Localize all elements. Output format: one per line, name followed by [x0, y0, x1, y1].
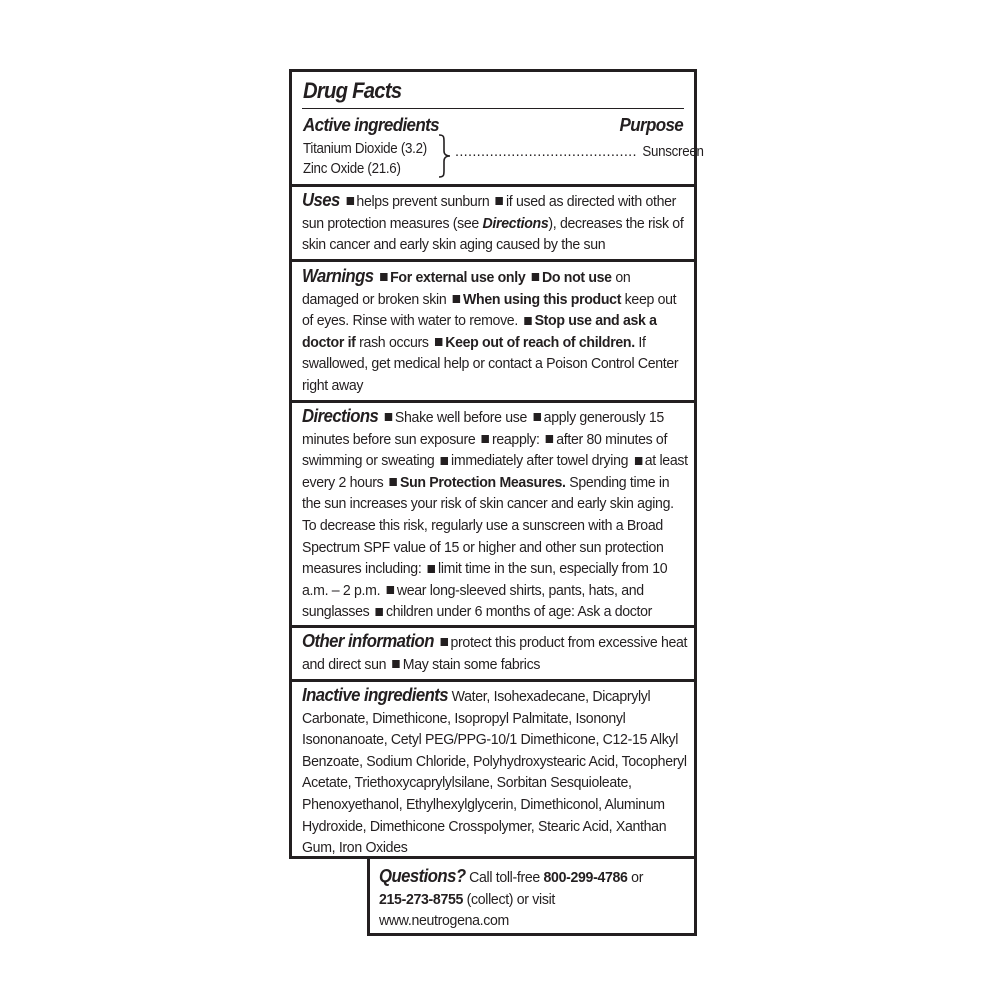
bullet-square-icon [482, 435, 489, 443]
purpose-heading: Purpose [619, 114, 683, 135]
directions-item: limit time in the sun, especially from 10 a.m. – 2 p.m. [302, 560, 668, 599]
questions-heading: Questions? [379, 866, 466, 886]
directions-text [302, 406, 688, 623]
warning-external-use: For external use only [390, 269, 526, 286]
website-link: www.neutrogena.com [379, 912, 509, 930]
section-divider [292, 625, 694, 628]
bullet-square-icon [441, 457, 448, 465]
inactive-ingredients-text [302, 685, 688, 859]
section-divider [292, 679, 694, 682]
bullet-square-icon [546, 435, 553, 443]
section-divider [292, 400, 694, 403]
questions-visit-text: (collect) or visit [466, 890, 555, 908]
directions-heading: Directions [302, 406, 379, 426]
other-information-heading: Other information [302, 631, 434, 651]
warnings-text [302, 266, 688, 397]
bullet-square-icon [635, 457, 642, 465]
warnings-section [292, 266, 694, 397]
other-information-section [292, 631, 694, 675]
bullet-square-icon [380, 273, 387, 281]
sun-protection-text: Spending time in the sun increases your risk of skin cancer and early skin aging. To decrease this risk, regularly use a sunscreen with a Broad Spectrum SPF value of 15 or higher and other sun protection measures including: [302, 473, 674, 578]
directions-item: Shake well before use [394, 409, 528, 426]
questions-panel [367, 856, 697, 936]
warning-keep-out-text: If swallowed, get medical help or contact a Poison Control Center right away [302, 333, 679, 394]
warning-when-using: When using this product [463, 290, 622, 308]
inactive-ingredients-section [292, 685, 694, 859]
uses-directions-ref: Directions [482, 214, 549, 232]
bullet-square-icon [393, 660, 400, 668]
sun-protection-heading: Sun Protection Measures. [399, 473, 566, 491]
uses-heading: Uses [302, 190, 340, 210]
bullet-square-icon [496, 197, 503, 205]
bullet-square-icon [428, 565, 435, 573]
inactive-ingredients-list: Water, Isohexadecane, Dicaprylyl Carbonate, Dimethicone, Isopropyl Palmitate, Isononyl Isononanoate, Cetyl PEG/PPG-10/1 Dimethicone, C12-15 Alkyl Benzoate, Sodium Chloride, Polyhydroxystearic Acid, Tocopheryl Acetate, Triethoxycaprylylsilane, Sorbitan Sesquioleate, Phenoxyethanol, Ethylhexylglycerin, Dimethiconol, Aluminum Hydroxide, Dimethicone Crosspolymer, Stearic Acid, Xanthan Gum, Iron Oxides [302, 688, 687, 857]
bullet-square-icon [453, 295, 460, 303]
drug-facts-panel [289, 69, 704, 859]
bullet-square-icon [390, 478, 397, 486]
questions-or-text: or [631, 869, 644, 886]
toll-free-phone: 800-299-4786 [543, 869, 628, 886]
bullet-square-icon [385, 413, 392, 421]
other-information-item: May stain some fabrics [402, 655, 541, 673]
purpose-line [455, 144, 704, 160]
bullet-square-icon [532, 273, 539, 281]
brace-icon [436, 134, 452, 178]
warning-stop-use-text: rash occurs [359, 333, 429, 351]
section-divider [292, 259, 694, 262]
other-information-item: protect this product from excessive heat and direct sun [302, 634, 688, 673]
directions-item: immediately after towel drying [451, 452, 629, 470]
title-divider [302, 108, 684, 109]
active-ingredients-heading: Active ingredients [303, 114, 439, 135]
uses-text [302, 190, 688, 256]
bullet-square-icon [346, 197, 353, 205]
collect-phone: 215-273-8755 [379, 890, 464, 908]
other-information-text [302, 631, 688, 675]
leader-dots: .......................................... [455, 144, 637, 160]
directions-item: wear long-sleeved shirts, pants, hats, and sunglasses [302, 581, 644, 621]
bullet-square-icon [435, 338, 442, 346]
section-divider [292, 184, 694, 187]
bullet-square-icon [376, 608, 383, 616]
directions-item: after 80 minutes of swimming or sweating [302, 430, 668, 470]
directions-section [292, 406, 694, 623]
bullet-square-icon [440, 638, 447, 646]
purpose-sunscreen: Sunscreen [642, 144, 704, 160]
uses-item-end: ), decreases the risk of skin cancer and early skin aging caused by the sun [302, 214, 684, 254]
drug-facts-title: Drug Facts [303, 78, 402, 103]
bullet-square-icon [387, 586, 394, 594]
uses-item: if used as directed with other sun protection measures (see [302, 193, 677, 232]
active-ingredient-zinc-oxide: Zinc Oxide (21.6) [303, 161, 401, 177]
active-ingredient-titanium-dioxide: Titanium Dioxide (3.2) [303, 141, 427, 157]
warning-stop-use: Stop use and ask a doctor if [302, 312, 657, 351]
warning-do-not-use-text: on damaged or broken skin [302, 269, 631, 308]
questions-call-text: Call toll-free [469, 869, 540, 886]
inactive-ingredients-heading: Inactive ingredients [302, 685, 449, 705]
warning-do-not-use: Do not use [541, 269, 612, 286]
directions-item: apply generously 15 minutes before sun exposure [302, 409, 664, 448]
uses-section [292, 190, 694, 256]
directions-item: at least every 2 hours [302, 452, 688, 491]
warnings-heading: Warnings [302, 266, 374, 286]
warning-when-using-text: keep out of eyes. Rinse with water to remove. [302, 290, 677, 330]
uses-item: helps prevent sunburn [356, 193, 490, 210]
questions-text [379, 866, 695, 932]
directions-item: children under 6 months of age: Ask a doctor [386, 603, 653, 621]
warning-keep-out: Keep out of reach of children. [445, 333, 635, 351]
bullet-square-icon [533, 413, 540, 421]
bullet-square-icon [524, 317, 531, 325]
directions-item: reapply: [491, 430, 540, 448]
